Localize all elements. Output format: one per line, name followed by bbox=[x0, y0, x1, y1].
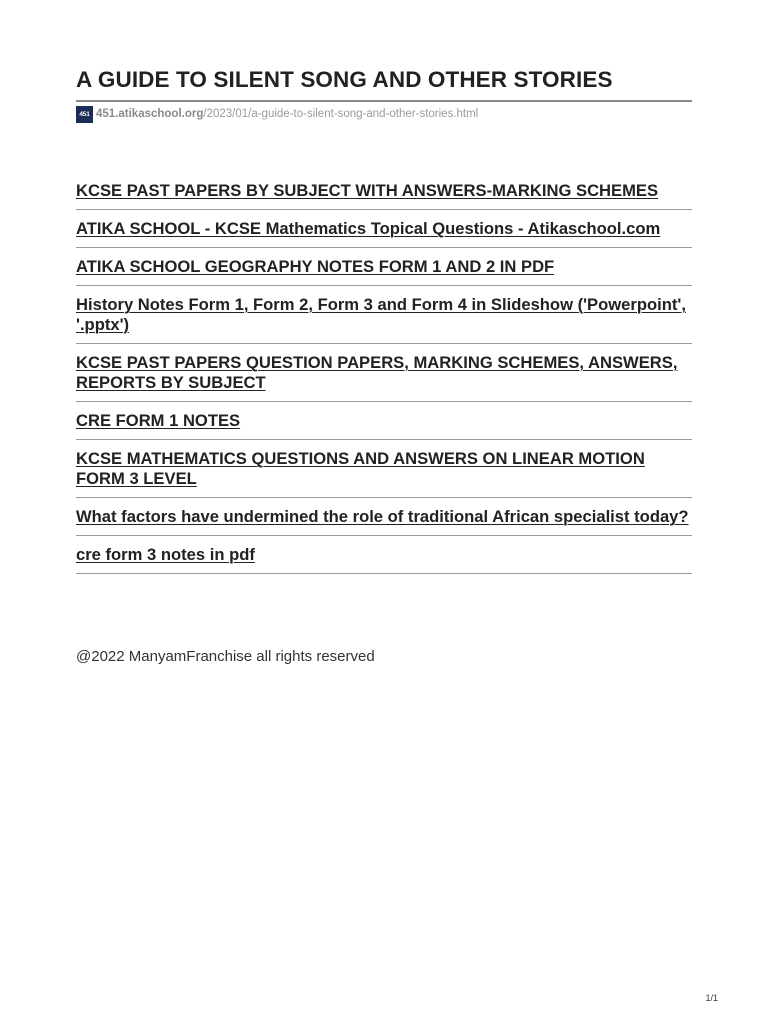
related-links-list bbox=[76, 181, 692, 583]
list-item bbox=[76, 181, 692, 210]
source-domain[interactable]: 451.atikaschool.org bbox=[96, 108, 204, 120]
related-link[interactable]: cre form 3 notes in pdf bbox=[76, 545, 255, 564]
related-link[interactable]: KCSE PAST PAPERS BY SUBJECT WITH ANSWERS-MARKING SCHEMES bbox=[76, 181, 659, 200]
list-item bbox=[76, 507, 692, 536]
list-item bbox=[76, 411, 692, 440]
site-favicon-icon: 451 bbox=[76, 106, 93, 123]
list-item bbox=[76, 257, 692, 286]
title-divider bbox=[76, 100, 692, 102]
list-item bbox=[76, 353, 692, 402]
list-item bbox=[76, 295, 692, 344]
page-title: A GUIDE TO SILENT SONG AND OTHER STORIES bbox=[76, 67, 613, 92]
related-link[interactable]: KCSE PAST PAPERS QUESTION PAPERS, MARKING SCHEMES, ANSWERS, REPORTS BY SUBJECT bbox=[76, 353, 678, 392]
list-item bbox=[76, 545, 692, 574]
related-link[interactable]: What factors have undermined the role of traditional African specialist today? bbox=[76, 507, 689, 526]
list-item bbox=[76, 449, 692, 498]
related-link[interactable]: ATIKA SCHOOL GEOGRAPHY NOTES FORM 1 AND 2 IN PDF bbox=[76, 257, 555, 276]
related-link[interactable]: KCSE MATHEMATICS QUESTIONS AND ANSWERS ON LINEAR MOTION FORM 3 LEVEL bbox=[76, 449, 645, 488]
related-link[interactable]: ATIKA SCHOOL - KCSE Mathematics Topical Questions - Atikaschool.com bbox=[76, 219, 661, 238]
source-line bbox=[76, 106, 478, 122]
copyright-footer: @2022 ManyamFranchise all rights reserved bbox=[76, 648, 375, 665]
related-link[interactable]: History Notes Form 1, Form 2, Form 3 and Form 4 in Slideshow ('Powerpoint', '.pptx') bbox=[76, 295, 686, 334]
related-link[interactable]: CRE FORM 1 NOTES bbox=[76, 411, 241, 430]
source-path[interactable]: /2023/01/a-guide-to-silent-song-and-other-stories.html bbox=[203, 108, 479, 120]
list-item bbox=[76, 219, 692, 248]
page-number: 1/1 bbox=[705, 993, 718, 1003]
